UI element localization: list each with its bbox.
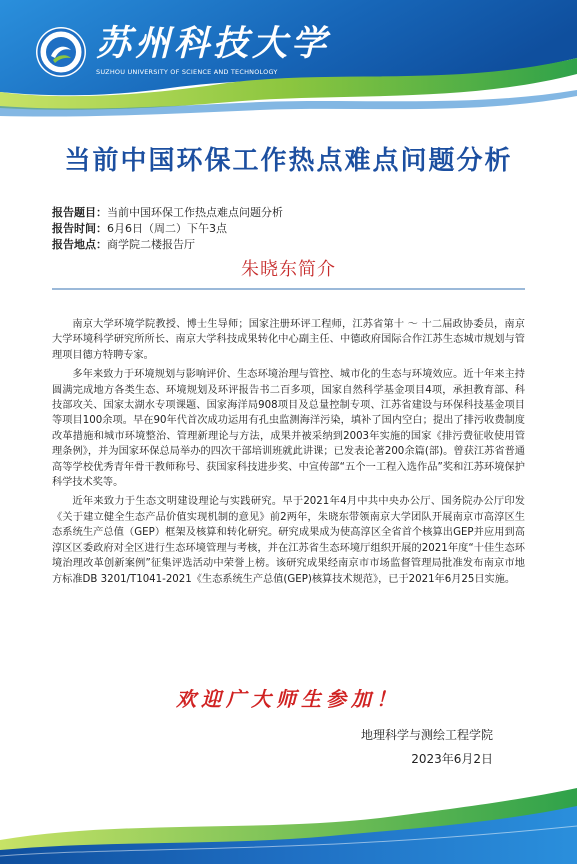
organizer: 地理科学与测绘工程学院 <box>360 728 493 742</box>
meta-row-time <box>52 221 283 237</box>
meta-value: 6月6日（周二）下午3点 <box>107 222 227 235</box>
meta-value: 当前中国环保工作热点难点问题分析 <box>107 206 283 219</box>
report-meta <box>52 205 283 253</box>
page-title: 当前中国环保工作热点难点问题分析 <box>64 146 513 176</box>
welcome-slogan: 欢迎广大师生参加！ <box>176 687 401 711</box>
bio-paragraph: 南京大学环境学院教授、博士生导师；国家注册环评工程师，江苏省第十 ～ 十二届政协委员，南京大学环境科学研究所所长、南京大学科技成果转化中心副主任、中德政府国际合作江苏生态城市规划与管理项目德方特聘专家。 <box>52 319 525 361</box>
issue-date: 2023年6月2日 <box>411 752 493 766</box>
school-name-cn: 苏州科技大学 <box>96 23 331 64</box>
speaker-heading: 朱晓东简介 <box>241 259 336 280</box>
heading-divider <box>52 288 525 290</box>
meta-value: 商学院二楼报告厅 <box>107 238 195 251</box>
bio-paragraph: 近年来致力于生态文明建设理论与实践研究。早于2021年4月中共中央办公厅、国务院办公厅印发《关于建立健全生态产品价值实现机制的意见》前2两年，朱晓东带领南京大学团队开展南京市高淳区生态系统生产总值（GEP）框架及核算和转化研究。研究成果成为使高淳区全省首个核算出GEP并应用到高淳区区委政府对全区进行生态环境管理与考核，并在江苏省生态环境厅组织开展的2021年度“十佳生态环境治理改革创新案例”征集评选活动中荣誉上榜。该研究成果经南京市市场监督管理局批准发布南京市地方标准DB 3201/T1041-2021《生态系统生产总值(GEP)核算技术规范》，已于2021年6月25日实施。 <box>52 496 525 585</box>
speaker-bio <box>52 317 525 591</box>
university-seal-icon <box>35 26 87 78</box>
footer-banner <box>0 770 577 864</box>
bio-paragraph: 多年来致力于环境规划与影响评价、生态环境治理与管控、城市化的生态与环境效应。近十年来主持圆满完成地方各类生态、环境规划及环评报告书二百多项，国家自然科学基金项目4项，承担教育部、科技部攻关、国家太湖水专项课题、国家海洋局908项目及总量控制专项、江苏省建设与环保科技基金项目等项目100余项。早在90年代首次成功运用有孔虫监测海洋污染，填补了国内空白；提出了排污收费制度改革措施和城市环境整治、管理新理论与方法，成果并被采纳到2003年实施的国家《排污费征收使用管理条例》，并为国家环保总局举办的四次干部培训班就此讲课；已发表论著200余篇(部)。曾获江苏省普通高等学校优秀青年骨干教师称号、获国家科技进步奖、中宣传部“五个一工程入选作品”奖和江苏环境保护科学技术奖等。 <box>52 369 525 489</box>
meta-label: 报告地点： <box>52 238 107 251</box>
meta-label: 报告时间： <box>52 222 107 235</box>
meta-row-location <box>52 237 283 253</box>
school-name-en: SUZHOU UNIVERSITY OF SCIENCE AND TECHNOLOGY <box>96 68 278 76</box>
meta-row-topic <box>52 205 283 221</box>
meta-label: 报告题目： <box>52 206 107 219</box>
